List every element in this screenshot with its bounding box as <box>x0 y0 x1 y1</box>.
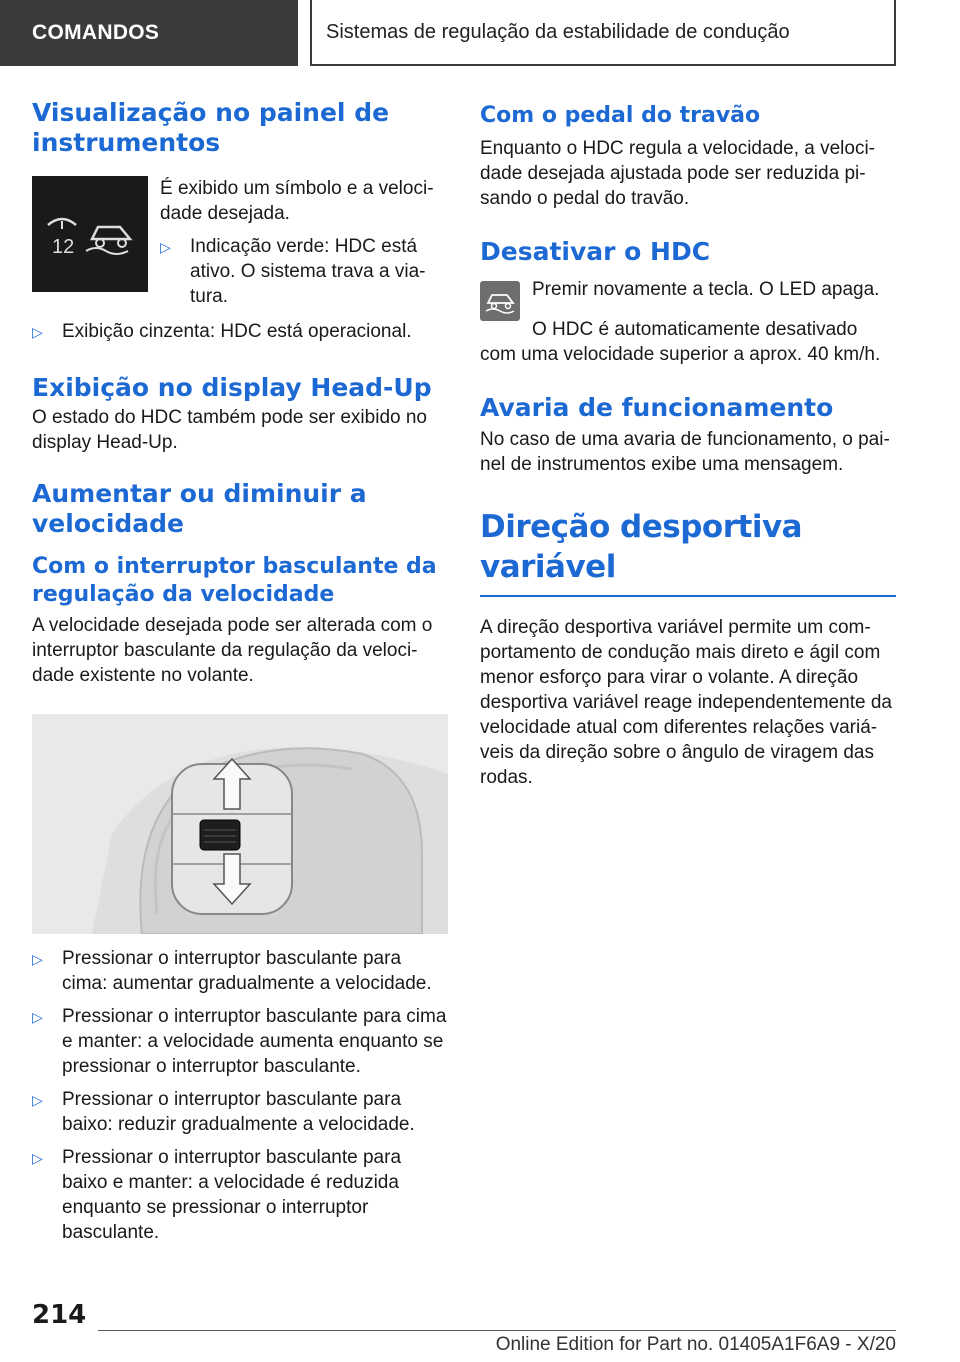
steering-switch-photo <box>32 714 448 934</box>
footer-divider <box>98 1330 896 1331</box>
footer-edition: Online Edition for Part no. 01405A1F6A9 - X/20 <box>495 1334 896 1355</box>
heading-pedal: Com o pedal do travão <box>480 103 761 128</box>
desativar-block <box>480 281 896 321</box>
bullet-marker-icon: ▷ <box>32 1092 43 1108</box>
list-item: ▷ Pressionar o interruptor basculante para cima e manter: a velocidade aumenta enquanto se pressionar o interruptor basculante. <box>32 1006 447 1077</box>
switch-instructions-list <box>32 946 448 1245</box>
hdc-speed-number: 12 <box>52 236 75 258</box>
instrument-display-block <box>32 176 448 309</box>
heading-desativar: Desativar o HDC <box>480 237 711 266</box>
heading-aumentar: Aumentar ou diminuir a velocidade <box>32 479 367 538</box>
hdc-instrument-icon <box>32 176 148 292</box>
header-title: Sistemas de regulação da estabilidade de condução <box>326 20 790 43</box>
left-column <box>32 98 448 1245</box>
heading-avaria: Avaria de funcionamento <box>480 393 834 422</box>
page-number: 214 <box>32 1300 87 1330</box>
bullet-marker-icon: ▷ <box>32 1150 43 1166</box>
direcao-text: A direção desportiva variável permite um com-portamento de condução mais direto e ágil com menor esforço para virar o volante. A direção desportiva variável reage independentemente da velocidade atual com diferentes relações variá-veis da direção sobre o ângulo de viragem das rodas. <box>480 617 892 788</box>
bullet-marker-icon: ▷ <box>32 324 43 340</box>
heading-visualizacao: Visualização no painel de instrumentos <box>32 98 390 157</box>
hdc-button-icon <box>480 281 520 321</box>
list-item: ▷ Pressionar o interruptor basculante para baixo e manter: a velocidade é reduzida enquanto se pressionar o interruptor basculante. <box>32 1147 402 1243</box>
list-item: ▷ Pressionar o interruptor basculante para cima: aumentar gradualmente a velocidade. <box>32 948 432 994</box>
list-item: ▷ Indicação verde: HDC está ativo. O sistema trava a via-tura. <box>160 236 426 307</box>
list-item: ▷ Pressionar o interruptor basculante para baixo: reduzir gradualmente a velocidade. <box>32 1089 415 1135</box>
desativar-line2: O HDC é automaticamente desativado com uma velocidade superior a aprox. 40 km/h. <box>480 319 881 365</box>
avaria-text: No caso de uma avaria de funcionamento, o pai-nel de instrumentos exibe uma mensagem. <box>480 429 890 475</box>
header-section-label: COMANDOS <box>32 21 160 44</box>
headup-text: O estado do HDC também pode ser exibido no display Head-Up. <box>32 407 427 453</box>
heading-direcao: Direção desportiva variável <box>480 507 896 597</box>
heading-interruptor: Com o interruptor basculante da regulação da velocidade <box>32 554 437 607</box>
bullet-marker-icon: ▷ <box>160 239 171 255</box>
desativar-line1: Premir novamente a tecla. O LED apaga. <box>532 279 880 300</box>
interruptor-text: A velocidade desejada pode ser alterada com o interruptor basculante da regulação da veloci-dade existente no volante. <box>32 615 433 686</box>
header-section-tab <box>0 0 298 66</box>
heading-headup: Exibição no display Head-Up <box>32 373 432 402</box>
list-item: ▷ Exibição cinzenta: HDC está operacional. <box>32 319 448 345</box>
header-title-box <box>310 0 896 66</box>
bullet-marker-icon: ▷ <box>32 951 43 967</box>
bullet-marker-icon: ▷ <box>32 1009 43 1025</box>
right-column <box>480 98 896 790</box>
pedal-text: Enquanto o HDC regula a velocidade, a veloci-dade desejada ajustada pode ser reduzida pi-sando o pedal do travão. <box>480 138 876 209</box>
vis-description: É exibido um símbolo e a veloci-dade desejada. <box>160 178 434 224</box>
